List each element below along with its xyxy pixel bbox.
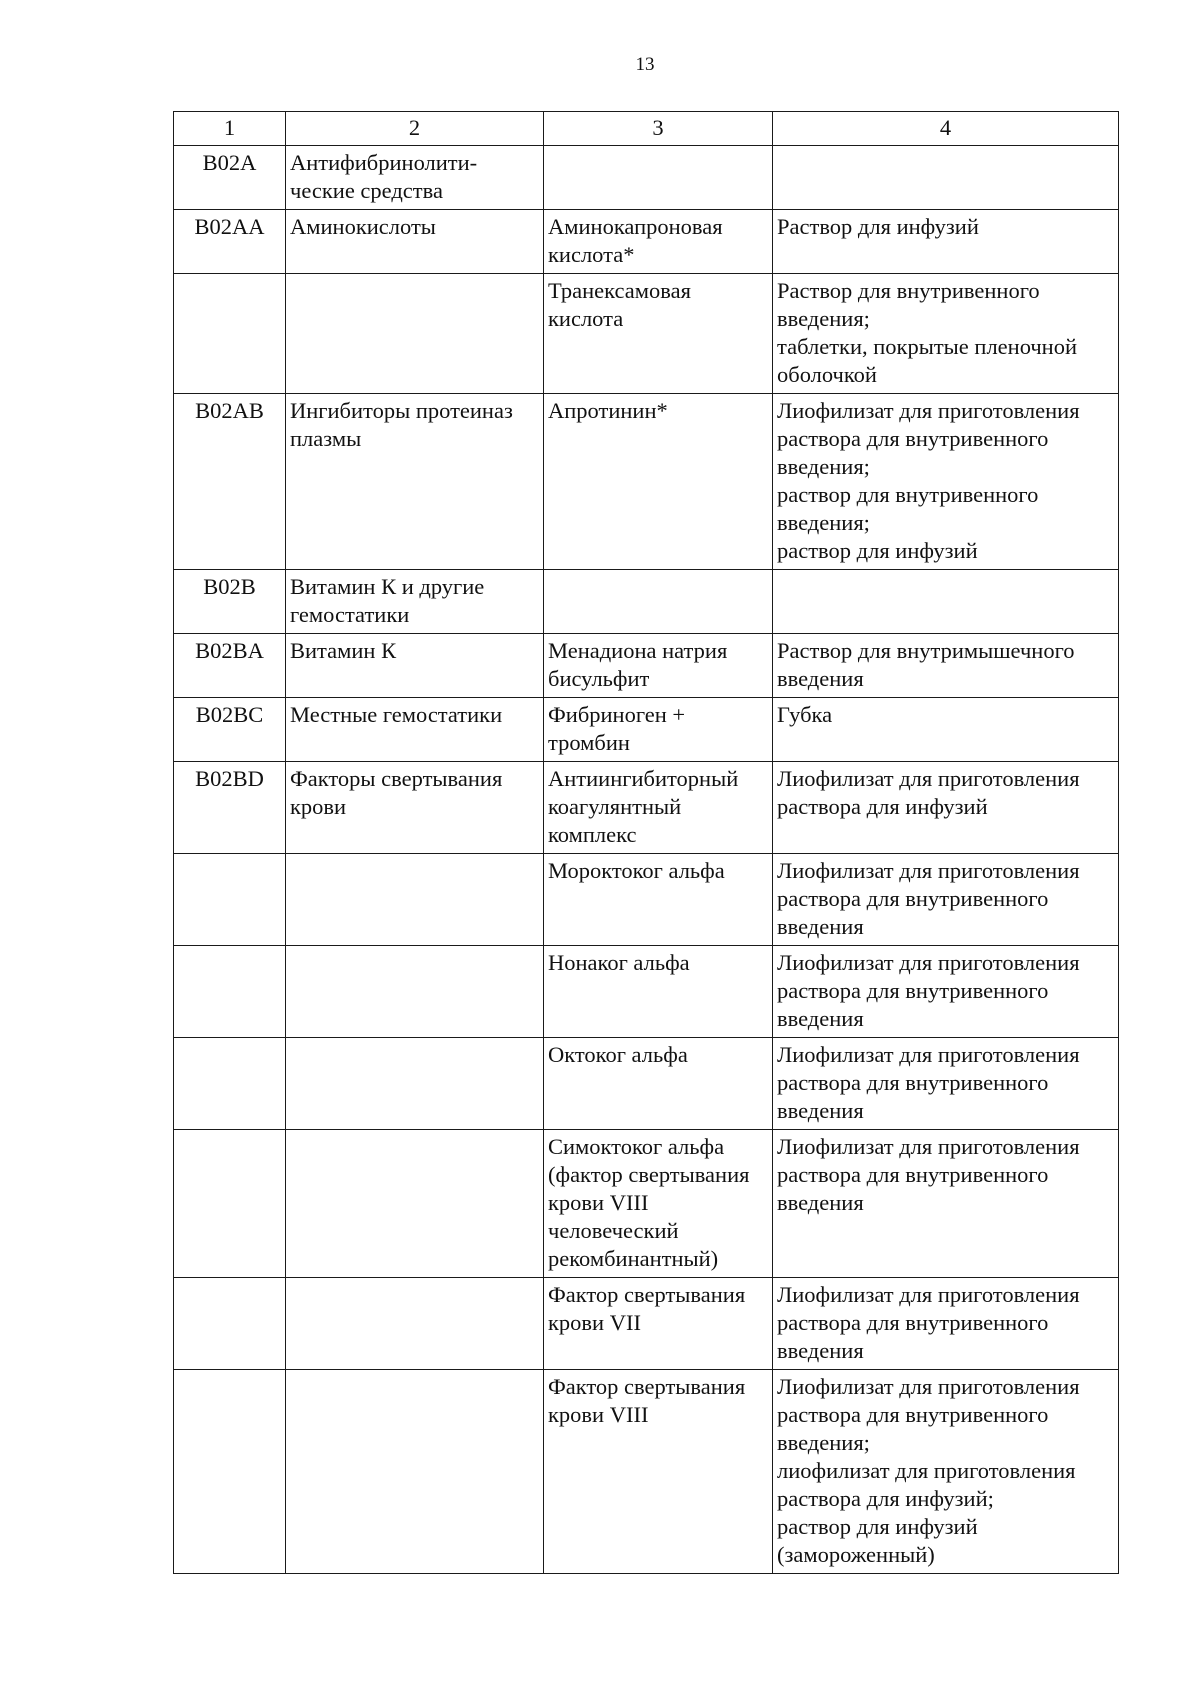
- drug-name-cell: Мороктоког альфа: [544, 854, 773, 946]
- column-header-4: 4: [773, 112, 1119, 146]
- page-number: 13: [635, 54, 655, 75]
- column-header-3: 3: [544, 112, 773, 146]
- atc-code-cell: B02BD: [174, 762, 286, 854]
- group-name-cell: Витамин К и другие гемостатики: [286, 570, 544, 634]
- table-row: [174, 274, 1119, 394]
- dosage-form-cell: Лиофилизат для приготовления раствора для инфузий: [773, 762, 1119, 854]
- table-body: [174, 146, 1119, 1574]
- drug-name-cell: Аминокапроновая кислота*: [544, 210, 773, 274]
- group-name-cell: [286, 946, 544, 1038]
- drug-name-cell: Антиингибиторный коагулянтный комплекс: [544, 762, 773, 854]
- dosage-form-cell: Лиофилизат для приготовления раствора для внутривенного введения; лиофилизат для приготовления раствора для инфузий; раствор для инфузий (замороженный): [773, 1370, 1119, 1574]
- atc-code-cell: [174, 1038, 286, 1130]
- atc-code-cell: B02AA: [174, 210, 286, 274]
- group-name-cell: [286, 1278, 544, 1370]
- table-row: [174, 1370, 1119, 1574]
- table-row: [174, 210, 1119, 274]
- group-name-cell: Ингибиторы протеиназ плазмы: [286, 394, 544, 570]
- table-row: [174, 634, 1119, 698]
- dosage-form-cell: [773, 570, 1119, 634]
- drug-name-cell: [544, 146, 773, 210]
- drug-table: [173, 111, 1119, 1574]
- dosage-form-cell: Лиофилизат для приготовления раствора для внутривенного введения; раствор для внутривенного введения; раствор для инфузий: [773, 394, 1119, 570]
- group-name-cell: [286, 1130, 544, 1278]
- drug-name-cell: Октоког альфа: [544, 1038, 773, 1130]
- drug-name-cell: Апротинин*: [544, 394, 773, 570]
- dosage-form-cell: Раствор для инфузий: [773, 210, 1119, 274]
- table-row: [174, 762, 1119, 854]
- table-row: [174, 854, 1119, 946]
- table-row: [174, 570, 1119, 634]
- dosage-form-cell: Лиофилизат для приготовления раствора для внутривенного введения: [773, 1130, 1119, 1278]
- drug-name-cell: Фибриноген + тромбин: [544, 698, 773, 762]
- group-name-cell: [286, 854, 544, 946]
- drug-name-cell: Фактор свертывания крови VII: [544, 1278, 773, 1370]
- atc-code-cell: B02BA: [174, 634, 286, 698]
- dosage-form-cell: Раствор для внутримышечного введения: [773, 634, 1119, 698]
- drug-name-cell: Менадиона натрия бисульфит: [544, 634, 773, 698]
- group-name-cell: [286, 274, 544, 394]
- atc-code-cell: [174, 854, 286, 946]
- atc-code-cell: [174, 1370, 286, 1574]
- group-name-cell: Аминокислоты: [286, 210, 544, 274]
- table-row: [174, 146, 1119, 210]
- drug-name-cell: [544, 570, 773, 634]
- table-row: [174, 698, 1119, 762]
- atc-code-cell: [174, 1130, 286, 1278]
- drug-name-cell: Транексамовая кислота: [544, 274, 773, 394]
- atc-code-cell: [174, 274, 286, 394]
- group-name-cell: Местные гемостатики: [286, 698, 544, 762]
- dosage-form-cell: Лиофилизат для приготовления раствора для внутривенного введения: [773, 946, 1119, 1038]
- table-row: [174, 394, 1119, 570]
- dosage-form-cell: Лиофилизат для приготовления раствора для внутривенного введения: [773, 1278, 1119, 1370]
- table-row: [174, 1278, 1119, 1370]
- atc-code-cell: B02A: [174, 146, 286, 210]
- group-name-cell: Витамин К: [286, 634, 544, 698]
- atc-code-cell: [174, 1278, 286, 1370]
- dosage-form-cell: Лиофилизат для приготовления раствора для внутривенного введения: [773, 1038, 1119, 1130]
- dosage-form-cell: Раствор для внутривенного введения; таблетки, покрытые пленочной оболочкой: [773, 274, 1119, 394]
- dosage-form-cell: [773, 146, 1119, 210]
- drug-name-cell: Симоктоког альфа (фактор свертывания крови VIII человеческий рекомбинантный): [544, 1130, 773, 1278]
- column-header-1: 1: [174, 112, 286, 146]
- atc-code-cell: B02AB: [174, 394, 286, 570]
- atc-code-cell: B02B: [174, 570, 286, 634]
- header-row: [174, 112, 1119, 146]
- dosage-form-cell: Лиофилизат для приготовления раствора для внутривенного введения: [773, 854, 1119, 946]
- drug-name-cell: Фактор свертывания крови VIII: [544, 1370, 773, 1574]
- group-name-cell: [286, 1038, 544, 1130]
- group-name-cell: Антифибринолити- ческие средства: [286, 146, 544, 210]
- table-row: [174, 946, 1119, 1038]
- drug-name-cell: Нонаког альфа: [544, 946, 773, 1038]
- table-row: [174, 1038, 1119, 1130]
- column-header-2: 2: [286, 112, 544, 146]
- atc-code-cell: B02BC: [174, 698, 286, 762]
- dosage-form-cell: Губка: [773, 698, 1119, 762]
- group-name-cell: [286, 1370, 544, 1574]
- group-name-cell: Факторы свертывания крови: [286, 762, 544, 854]
- table-row: [174, 1130, 1119, 1278]
- atc-code-cell: [174, 946, 286, 1038]
